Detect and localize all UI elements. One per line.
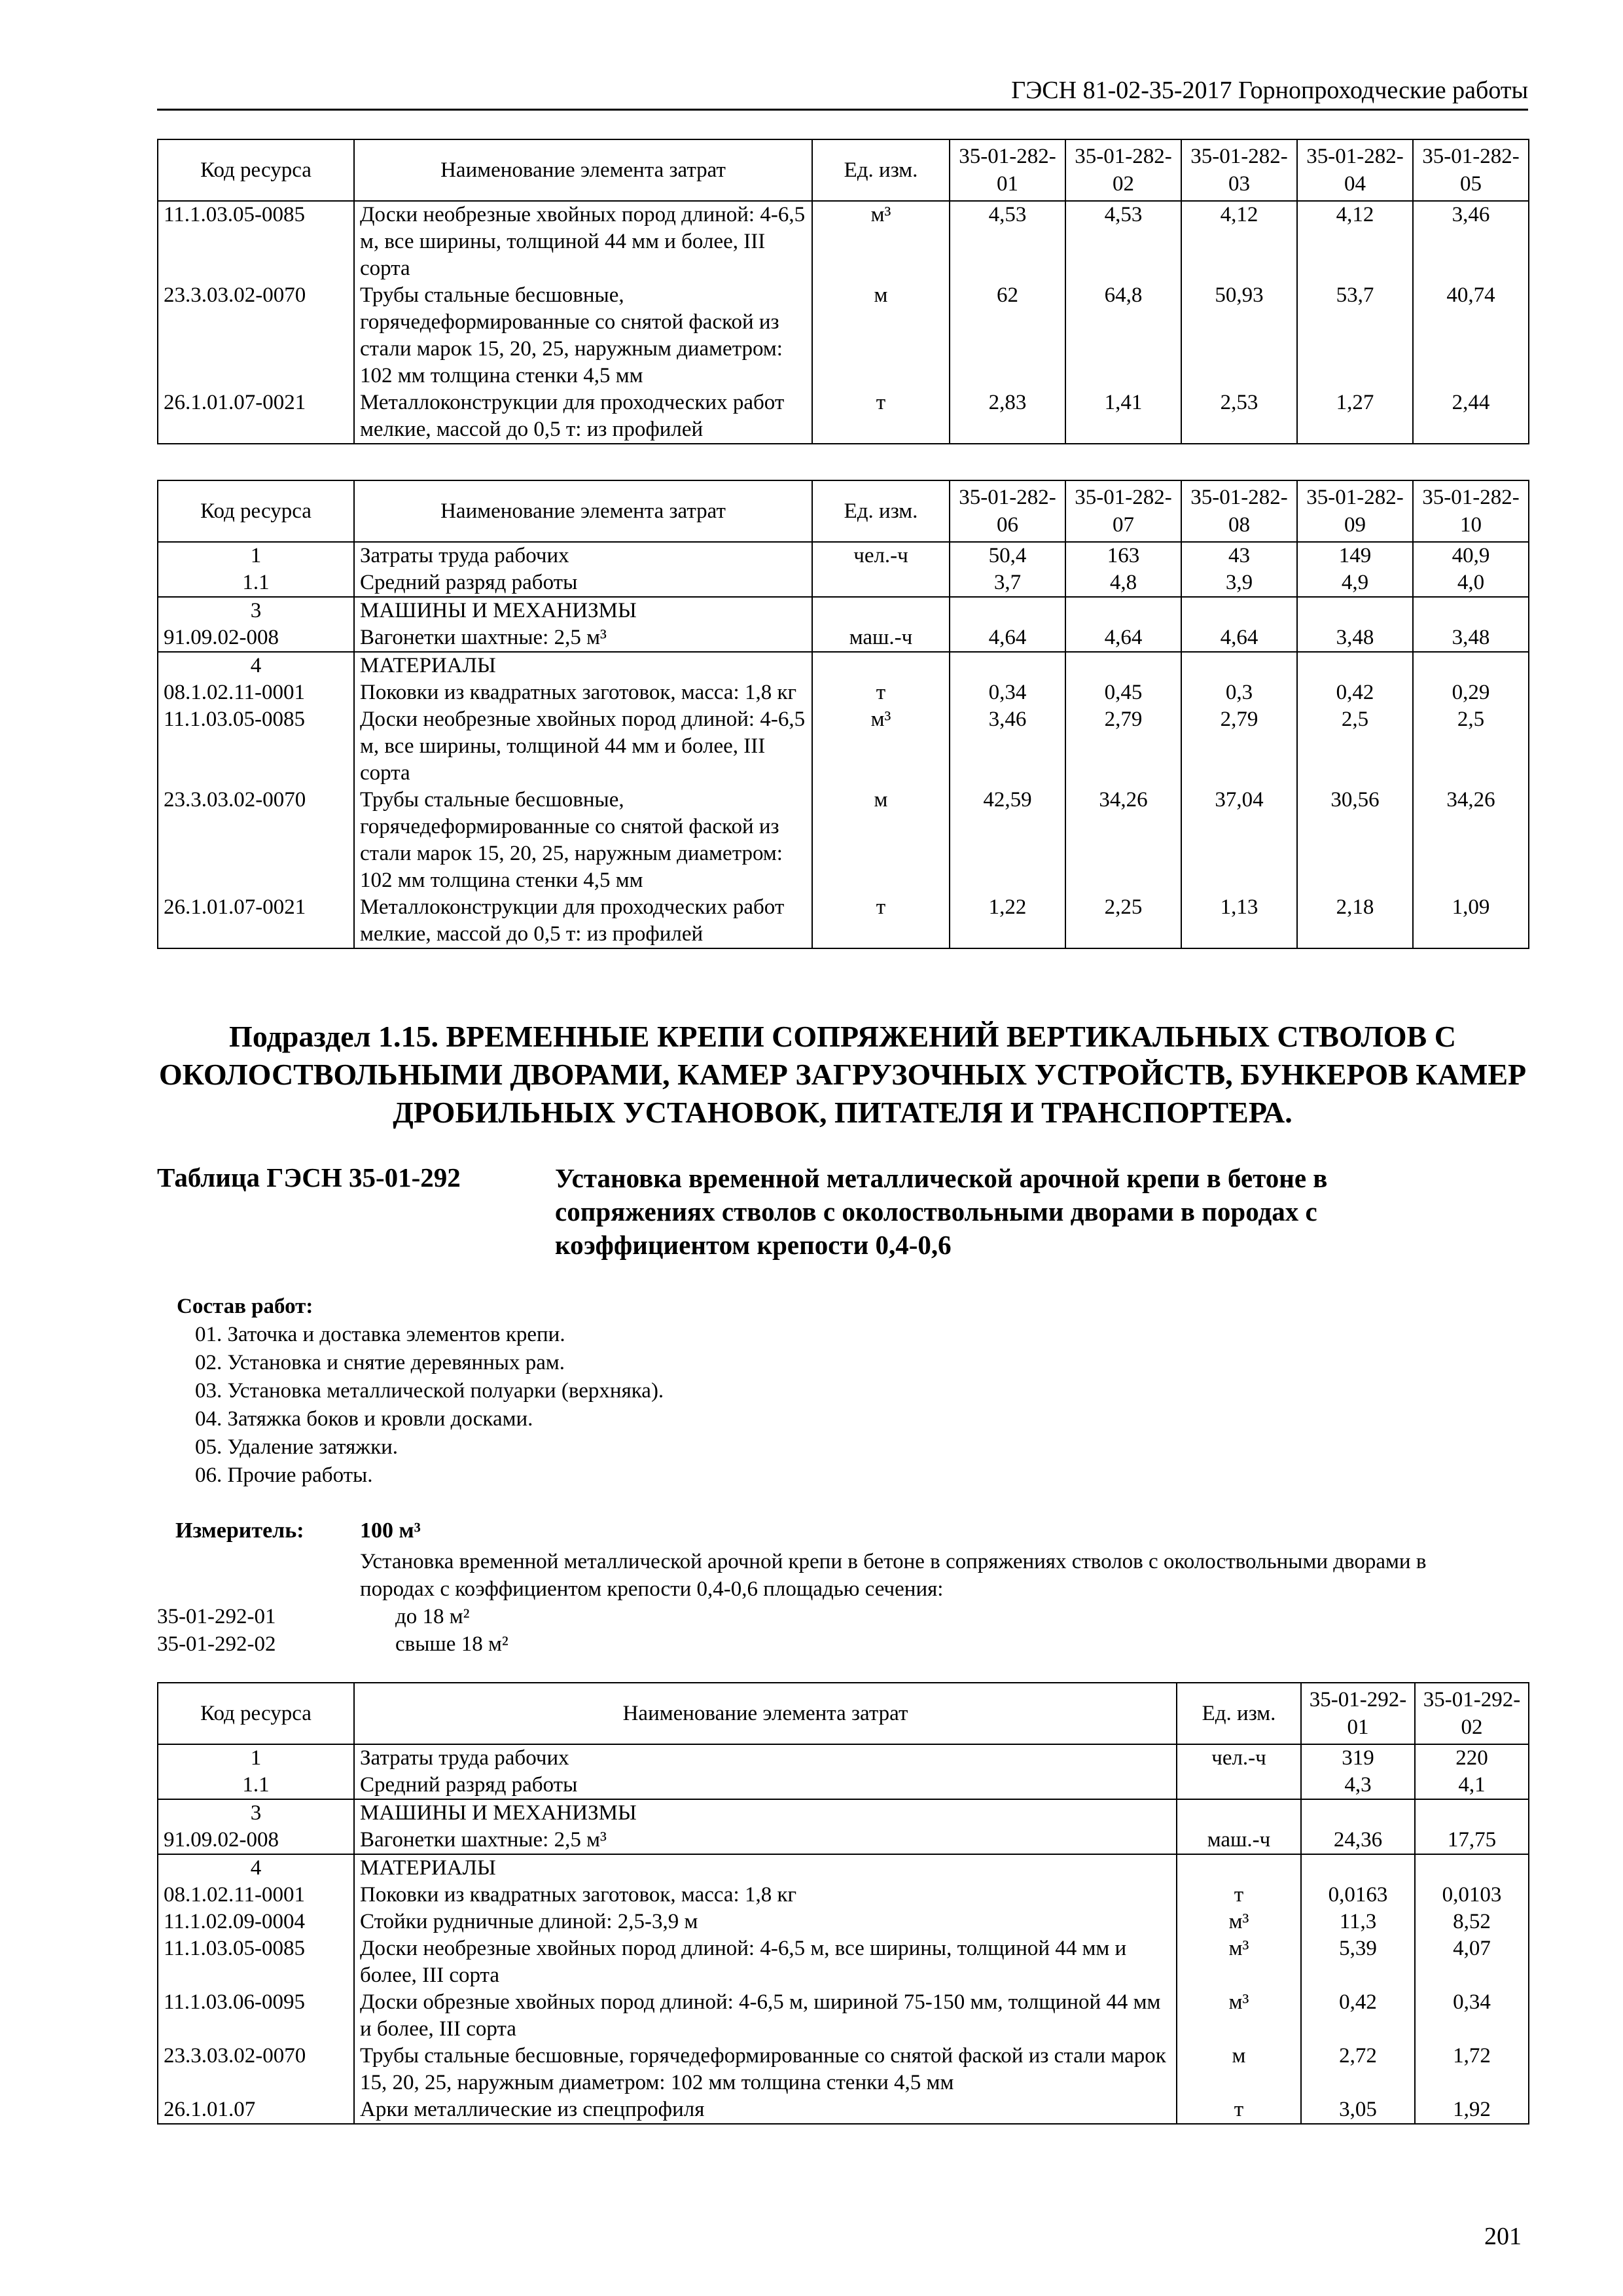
resource-value: 4,12 [1181,201,1297,282]
resource-value: 4,64 [950,624,1065,652]
resource-value: 4,07 [1415,1935,1529,1989]
resource-value: 4,64 [1065,624,1181,652]
table-number: Таблица ГЭСН 35-01-292 [157,1162,461,1193]
column-header: 35-01-282-04 [1297,139,1413,201]
resource-code: 11.1.02.09-0004 [158,1909,354,1935]
variant-text: свыше 18 м² [395,1632,508,1656]
resource-code: 23.3.03.02-0070 [158,787,354,894]
resource-value [1065,597,1181,624]
work-item: 02. Установка и снятие деревянных рам. [195,1351,565,1374]
resource-code: 4 [158,1854,354,1882]
column-header: Наименование элемента затрат [354,480,812,542]
column-header: Код ресурса [158,1683,354,1744]
resource-value: 4,53 [950,201,1065,282]
resource-value: 3,7 [950,569,1065,597]
resource-unit: м [812,282,950,389]
resource-value: 0,34 [950,679,1065,706]
resource-name: Арки металлические из спецпрофиля [354,2096,1177,2124]
work-item: 06. Прочие работы. [195,1463,373,1487]
table-row [158,282,1529,389]
resource-value [950,652,1065,679]
resource-table-282-06-10 [157,480,1529,949]
resource-value [1301,1799,1415,1827]
resource-code: 08.1.02.11-0001 [158,1882,354,1909]
column-header: Ед. изм. [812,139,950,201]
resource-value: 4,53 [1065,201,1181,282]
work-item: 01. Заточка и доставка элементов крепи. [195,1323,565,1346]
table-row [158,894,1529,948]
table-row [158,597,1529,624]
table-row [158,1827,1529,1854]
resource-unit [812,652,950,679]
resource-name: Вагонетки шахтные: 2,5 м³ [354,1827,1177,1854]
resource-unit [1177,1772,1301,1799]
resource-name: Доски необрезные хвойных пород длиной: 4-6,5 м, все ширины, толщиной 44 мм и более, III сорта [354,201,812,282]
table-row [158,1989,1529,2043]
meter-value: 100 м³ [360,1518,421,1543]
resource-value: 17,75 [1415,1827,1529,1854]
resource-unit: маш.-ч [812,624,950,652]
column-header: 35-01-282-08 [1181,480,1297,542]
resource-value: 319 [1301,1744,1415,1772]
resource-value [1413,652,1529,679]
table-row [158,1882,1529,1909]
resource-value: 149 [1297,542,1413,569]
resource-value: 4,9 [1297,569,1413,597]
resource-value: 0,3 [1181,679,1297,706]
resource-code: 11.1.03.06-0095 [158,1989,354,2043]
resource-name: Вагонетки шахтные: 2,5 м³ [354,624,812,652]
resource-code: 23.3.03.02-0070 [158,282,354,389]
resource-value: 42,59 [950,787,1065,894]
resource-value: 4,64 [1181,624,1297,652]
resource-name: Трубы стальные бесшовные, горячедеформированные со снятой фаской из стали марок 15, 20, 25, наружным диаметром: 102 мм толщина стенки 4,5 мм [354,787,812,894]
resource-value: 2,25 [1065,894,1181,948]
meter-label: Измеритель: [175,1518,304,1543]
resource-unit: чел.-ч [1177,1744,1301,1772]
resource-value [950,597,1065,624]
resource-name: Металлоконструкции для проходческих работ мелкие, массой до 0,5 т: из профилей [354,894,812,948]
resource-name: МАТЕРИАЛЫ [354,1854,1177,1882]
resource-value: 0,29 [1413,679,1529,706]
resource-unit: м³ [1177,1989,1301,2043]
resource-value: 1,92 [1415,2096,1529,2124]
table-row [158,2096,1529,2124]
resource-value: 1,13 [1181,894,1297,948]
resource-unit: т [812,679,950,706]
resource-value: 220 [1415,1744,1529,1772]
resource-name: Доски необрезные хвойных пород длиной: 4-6,5 м, все ширины, толщиной 44 мм и более, III сорта [354,706,812,787]
resource-value: 2,79 [1065,706,1181,787]
resource-unit: м³ [1177,1909,1301,1935]
resource-name: Поковки из квадратных заготовок, масса: 1,8 кг [354,679,812,706]
table-row [158,679,1529,706]
resource-code: 26.1.01.07-0021 [158,894,354,948]
work-item: 04. Затяжка боков и кровли досками. [195,1407,533,1431]
resource-value [1415,1854,1529,1882]
resource-code: 11.1.03.05-0085 [158,201,354,282]
resource-unit: т [1177,2096,1301,2124]
resource-table-292 [157,1682,1529,2125]
resource-value: 2,72 [1301,2043,1415,2096]
resource-name: Доски обрезные хвойных пород длиной: 4-6,5 м, шириной 75-150 мм, толщиной 44 мм и более, III сорта [354,1989,1177,2043]
resource-unit [1177,1854,1301,1882]
resource-unit: маш.-ч [1177,1827,1301,1854]
resource-code: 1.1 [158,1772,354,1799]
section-title: Подраздел 1.15. ВРЕМЕННЫЕ КРЕПИ СОПРЯЖЕНИЙ ВЕРТИКАЛЬНЫХ СТВОЛОВ С ОКОЛОСТВОЛЬНЫМИ ДВОРАМИ, КАМЕР ЗАГРУЗОЧНЫХ УСТРОЙСТВ, БУНКЕРОВ КАМЕР ДРОБИЛЬНЫХ УСТАНОВОК, ПИТАТЕЛЯ И ТРАНСПОРТЕРА. [158,1020,1527,1129]
resource-value: 1,41 [1065,389,1181,444]
table-row [158,1935,1529,1989]
column-header: 35-01-282-01 [950,139,1065,201]
resource-name: Затраты труда рабочих [354,1744,1177,1772]
column-header: Наименование элемента затрат [354,1683,1177,1744]
resource-unit [1177,1799,1301,1827]
resource-value: 40,74 [1413,282,1529,389]
resource-table-282-01-05 [157,139,1529,444]
resource-value: 3,48 [1297,624,1413,652]
resource-value [1297,652,1413,679]
resource-name: Трубы стальные бесшовные, горячедеформированные со снятой фаской из стали марок 15, 20, 25, наружным диаметром: 102 мм толщина стенки 4,5 мм [354,282,812,389]
column-header: 35-01-282-10 [1413,480,1529,542]
table-row [158,706,1529,787]
resource-unit: м³ [812,706,950,787]
resource-code: 11.1.03.05-0085 [158,706,354,787]
resource-value: 3,9 [1181,569,1297,597]
column-header: 35-01-282-09 [1297,480,1413,542]
resource-unit: м³ [812,201,950,282]
resource-name: МАШИНЫ И МЕХАНИЗМЫ [354,597,812,624]
resource-value: 50,93 [1181,282,1297,389]
resource-value [1301,1854,1415,1882]
column-header: 35-01-282-06 [950,480,1065,542]
resource-unit: чел.-ч [812,542,950,569]
table-row [158,1744,1529,1772]
resource-value: 163 [1065,542,1181,569]
resource-value [1065,652,1181,679]
table-row [158,652,1529,679]
resource-name: Доски необрезные хвойных пород длиной: 4-6,5 м, все ширины, толщиной 44 мм и более, III сорта [354,1935,1177,1989]
resource-code: 26.1.01.07 [158,2096,354,2124]
column-header: 35-01-282-03 [1181,139,1297,201]
page-number: 201 [1484,2223,1522,2250]
table-title: Установка временной металлической арочной крепи в бетоне в сопряжениях стволов с околоствольными дворами в породах с коэффициентом крепости 0,4-0,6 [555,1163,1328,1260]
resource-unit: т [1177,1882,1301,1909]
resource-value: 4,0 [1413,569,1529,597]
resource-value: 5,39 [1301,1935,1415,1989]
resource-code: 1.1 [158,569,354,597]
resource-value: 24,36 [1301,1827,1415,1854]
resource-value: 2,18 [1297,894,1413,948]
resource-code: 23.3.03.02-0070 [158,2043,354,2096]
column-header: Код ресурса [158,139,354,201]
resource-value: 0,0103 [1415,1882,1529,1909]
resource-name: Поковки из квадратных заготовок, масса: 1,8 кг [354,1882,1177,1909]
resource-name: Затраты труда рабочих [354,542,812,569]
column-header: Наименование элемента затрат [354,139,812,201]
resource-code: 26.1.01.07-0021 [158,389,354,444]
resource-value: 0,42 [1297,679,1413,706]
table-row [158,542,1529,569]
resource-unit: т [812,389,950,444]
resource-value: 2,44 [1413,389,1529,444]
resource-value: 34,26 [1413,787,1529,894]
variant-code: 35-01-292-01 [157,1605,276,1628]
resource-value: 1,72 [1415,2043,1529,2096]
resource-value: 0,0163 [1301,1882,1415,1909]
resource-value: 2,5 [1297,706,1413,787]
resource-code: 08.1.02.11-0001 [158,679,354,706]
resource-code: 91.09.02-008 [158,624,354,652]
resource-value: 2,53 [1181,389,1297,444]
resource-value [1415,1799,1529,1827]
resource-name: МАТЕРИАЛЫ [354,652,812,679]
resource-name: Металлоконструкции для проходческих работ мелкие, массой до 0,5 т: из профилей [354,389,812,444]
table-row [158,1854,1529,1882]
resource-code: 3 [158,597,354,624]
column-header: 35-01-282-07 [1065,480,1181,542]
resource-value: 4,1 [1415,1772,1529,1799]
table-row [158,2043,1529,2096]
resource-value: 2,79 [1181,706,1297,787]
resource-value: 4,8 [1065,569,1181,597]
resource-value: 62 [950,282,1065,389]
resource-value: 4,12 [1297,201,1413,282]
resource-value: 0,45 [1065,679,1181,706]
resource-unit: м [812,787,950,894]
resource-value: 43 [1181,542,1297,569]
resource-value [1181,597,1297,624]
resource-code: 3 [158,1799,354,1827]
resource-value: 64,8 [1065,282,1181,389]
variant-code: 35-01-292-02 [157,1632,276,1656]
resource-value: 53,7 [1297,282,1413,389]
resource-value: 3,05 [1301,2096,1415,2124]
resource-value: 3,46 [950,706,1065,787]
table-row [158,1909,1529,1935]
column-header: 35-01-282-02 [1065,139,1181,201]
resource-unit [812,569,950,597]
work-item: 05. Удаление затяжки. [195,1435,399,1459]
work-composition [177,1293,664,1490]
resource-value: 2,83 [950,389,1065,444]
resource-unit: т [812,894,950,948]
table-row [158,389,1529,444]
resource-value: 1,09 [1413,894,1529,948]
resource-value: 1,27 [1297,389,1413,444]
resource-code: 91.09.02-008 [158,1827,354,1854]
resource-code: 11.1.03.05-0085 [158,1935,354,1989]
resource-name: Стойки рудничные длиной: 2,5-3,9 м [354,1909,1177,1935]
resource-value: 11,3 [1301,1909,1415,1935]
resource-value: 8,52 [1415,1909,1529,1935]
resource-value: 2,5 [1413,706,1529,787]
table-row [158,787,1529,894]
resource-value: 30,56 [1297,787,1413,894]
table-row [158,1799,1529,1827]
resource-value: 37,04 [1181,787,1297,894]
resource-value: 4,3 [1301,1772,1415,1799]
variant-text: до 18 м² [395,1605,470,1628]
work-composition-heading: Состав работ: [177,1295,313,1318]
column-header: 35-01-292-01 [1301,1683,1415,1744]
resource-value: 3,48 [1413,624,1529,652]
resource-name: МАШИНЫ И МЕХАНИЗМЫ [354,1799,1177,1827]
resource-unit [812,597,950,624]
resource-value: 0,34 [1415,1989,1529,2043]
resource-code: 4 [158,652,354,679]
resource-code: 1 [158,542,354,569]
resource-unit: м [1177,2043,1301,2096]
resource-code: 1 [158,1744,354,1772]
resource-value: 3,46 [1413,201,1529,282]
resource-name: Средний разряд работы [354,1772,1177,1799]
column-header: Ед. изм. [812,480,950,542]
table-row [158,569,1529,597]
resource-unit: м³ [1177,1935,1301,1989]
resource-value: 50,4 [950,542,1065,569]
resource-value [1413,597,1529,624]
resource-value [1181,652,1297,679]
table-row [158,201,1529,282]
table-row [158,624,1529,652]
column-header: 35-01-282-05 [1413,139,1529,201]
table-row [158,1772,1529,1799]
resource-value [1297,597,1413,624]
resource-value: 0,42 [1301,1989,1415,2043]
resource-name: Трубы стальные бесшовные, горячедеформированные со снятой фаской из стали марок 15, 20, 25, наружным диаметром: 102 мм толщина стенки 4,5 мм [354,2043,1177,2096]
resource-value: 40,9 [1413,542,1529,569]
resource-name: Средний разряд работы [354,569,812,597]
running-header: ГЭСН 81-02-35-2017 Горнопроходческие работы [157,72,1528,111]
column-header: Ед. изм. [1177,1683,1301,1744]
resource-value: 1,22 [950,894,1065,948]
column-header: 35-01-292-02 [1415,1683,1529,1744]
resource-value: 34,26 [1065,787,1181,894]
work-item: 03. Установка металлической полуарки (верхняка). [195,1379,664,1403]
meter-description: Установка временной металлической арочной крепи в бетоне в сопряжениях стволов с околоствольными дворами в породах с коэффициентом крепости 0,4-0,6 площадью сечения: [360,1550,1427,1601]
column-header: Код ресурса [158,480,354,542]
